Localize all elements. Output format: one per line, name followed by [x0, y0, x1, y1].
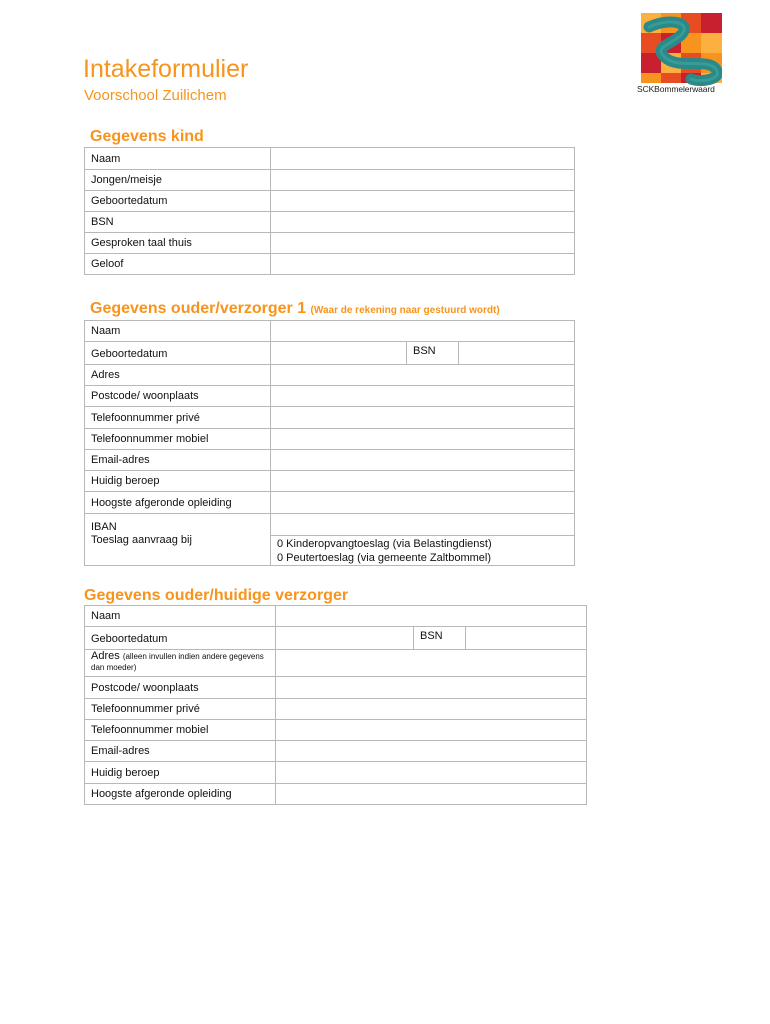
ouder2-field-opleiding[interactable]	[276, 784, 587, 805]
ouder2-label-bsn: BSN	[413, 627, 466, 649]
ouder1-field-geboortedatum[interactable]	[271, 342, 406, 364]
ouder1-iban-toeslag-cell	[271, 514, 575, 566]
ouder2-label-adres-cell	[85, 650, 276, 677]
ouder2-label-beroep: Huidig beroep	[85, 762, 276, 784]
toeslag-option-kinderopvang[interactable]: 0 Kinderopvangtoeslag (via Belastingdienst)	[277, 538, 492, 550]
ouder1-field-beroep[interactable]	[271, 471, 575, 492]
ouder1-label-tel-prive: Telefoonnummer privé	[85, 407, 271, 429]
ouder1-table	[84, 320, 575, 566]
ouder1-title: Gegevens ouder/verzorger 1	[90, 300, 307, 317]
ouder2-label-email: Email-adres	[85, 741, 276, 762]
ouder1-label-geboortedatum: Geboortedatum	[85, 342, 271, 365]
section-title-ouder1	[90, 300, 500, 318]
ouder1-field-tel-prive[interactable]	[271, 407, 575, 429]
ouder1-field-bsn[interactable]	[459, 342, 574, 364]
ouder2-label-tel-prive: Telefoonnummer privé	[85, 699, 276, 720]
kind-field-geboortedatum[interactable]	[271, 191, 575, 212]
ouder2-table	[84, 605, 587, 805]
ouder2-field-adres[interactable]	[276, 650, 587, 677]
ouder1-field-email[interactable]	[271, 450, 575, 471]
ouder1-field-opleiding[interactable]	[271, 492, 575, 514]
ouder1-geboortedatum-cell	[271, 342, 575, 365]
kind-label-naam: Naam	[85, 148, 271, 170]
ouder2-label-postcode: Postcode/ woonplaats	[85, 677, 276, 699]
ouder1-field-naam[interactable]	[271, 321, 575, 342]
ouder2-label-naam: Naam	[85, 606, 276, 627]
ouder1-label-toeslag: Toeslag aanvraag bij	[91, 534, 192, 546]
toeslag-option-peuter[interactable]: 0 Peutertoeslag (via gemeente Zaltbommel)	[277, 552, 491, 564]
ouder2-label-adres: Adres	[91, 650, 120, 662]
form-title: Intakeformulier	[83, 55, 249, 83]
ouder1-label-postcode: Postcode/ woonplaats	[85, 386, 271, 407]
ouder1-label-iban-toeslag	[85, 514, 271, 566]
kind-label-geloof: Geloof	[85, 254, 271, 275]
kind-field-naam[interactable]	[271, 148, 575, 170]
kind-field-taal[interactable]	[271, 233, 575, 254]
ouder1-label-email: Email-adres	[85, 450, 271, 471]
ouder2-field-tel-prive[interactable]	[276, 699, 587, 720]
ouder2-field-beroep[interactable]	[276, 762, 587, 784]
ouder2-field-email[interactable]	[276, 741, 587, 762]
ouder2-label-geboortedatum: Geboortedatum	[85, 627, 276, 650]
ouder1-label-adres: Adres	[85, 365, 271, 386]
section-title-kind: Gegevens kind	[90, 128, 204, 145]
ouder1-field-postcode[interactable]	[271, 386, 575, 407]
kind-table	[84, 147, 575, 275]
ouder1-field-tel-mobiel[interactable]	[271, 429, 575, 450]
kind-label-taal: Gesproken taal thuis	[85, 233, 271, 254]
kind-field-geloof[interactable]	[271, 254, 575, 275]
kind-field-bsn[interactable]	[271, 212, 575, 233]
ouder2-label-tel-mobiel: Telefoonnummer mobiel	[85, 720, 276, 741]
kind-label-gender: Jongen/meisje	[85, 170, 271, 191]
ouder1-label-beroep: Huidig beroep	[85, 471, 271, 492]
ouder1-note: (Waar de rekening naar gestuurd wordt)	[310, 305, 500, 316]
ouder2-field-geboortedatum[interactable]	[276, 627, 413, 649]
ouder1-field-iban[interactable]	[271, 514, 574, 536]
ouder2-geboortedatum-cell	[276, 627, 587, 650]
kind-label-geboortedatum: Geboortedatum	[85, 191, 271, 212]
ouder1-label-bsn: BSN	[406, 342, 459, 364]
ouder2-field-naam[interactable]	[276, 606, 587, 627]
ouder1-label-iban: IBAN	[91, 521, 117, 533]
ouder1-field-adres[interactable]	[271, 365, 575, 386]
ouder2-field-tel-mobiel[interactable]	[276, 720, 587, 741]
ouder1-label-opleiding: Hoogste afgeronde opleiding	[85, 492, 271, 514]
ouder2-field-bsn[interactable]	[466, 627, 586, 649]
ouder2-adres-note: (alleen invullen indien andere gegevens dan moeder)	[91, 652, 264, 672]
ouder1-label-naam: Naam	[85, 321, 271, 342]
form-subtitle: Voorschool Zuilichem	[84, 87, 227, 104]
logo-text: SCKBommelerwaard	[637, 84, 715, 94]
ouder2-label-opleiding: Hoogste afgeronde opleiding	[85, 784, 276, 805]
kind-label-bsn: BSN	[85, 212, 271, 233]
section-title-ouder2: Gegevens ouder/huidige verzorger	[84, 587, 349, 604]
ouder1-label-tel-mobiel: Telefoonnummer mobiel	[85, 429, 271, 450]
kind-field-gender[interactable]	[271, 170, 575, 191]
ouder2-field-postcode[interactable]	[276, 677, 587, 699]
